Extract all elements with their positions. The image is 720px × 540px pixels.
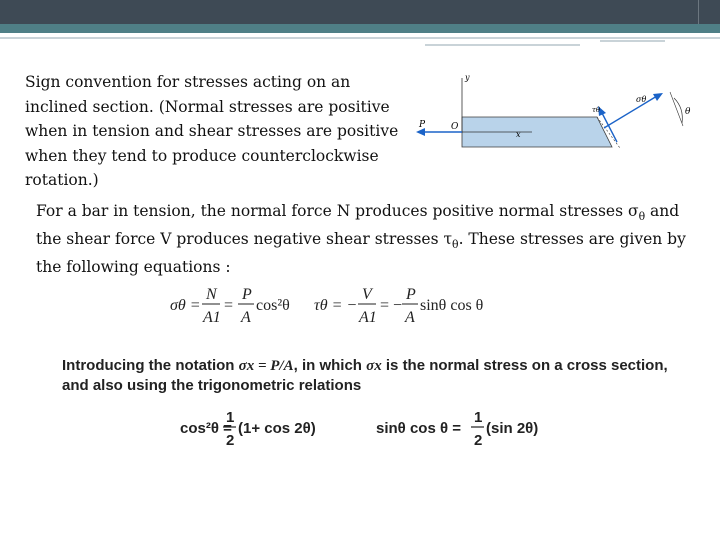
normal-stress-arrow: [604, 96, 657, 128]
notation-paragraph: Introducing the notation σx = P/A, in which σx is the normal stress on a cross section, and also using the trigonometric relations: [62, 357, 668, 394]
normal-stress-label: σθ: [636, 95, 647, 104]
half-denominator: 2: [474, 432, 483, 449]
shear-stress-label: τθ: [592, 106, 601, 114]
half-numerator: 1: [226, 409, 235, 426]
numerator-p: P: [406, 286, 416, 303]
short-rule: [600, 40, 665, 42]
numerator-n: N: [206, 286, 217, 303]
title-bar: [0, 0, 720, 24]
equals-sign: =: [224, 297, 234, 314]
cos-double-angle: (1+ cos 2θ): [238, 420, 316, 437]
sigma-lhs: σθ =: [170, 297, 201, 314]
inclined-section-diagram: [412, 68, 702, 158]
stress-equations: [168, 283, 498, 328]
body-paragraph: For a bar in tension, the normal force N produces positive normal stresses $\sigma_\theta$ and the shear force V produces negative shear stresses $\tau_\theta$. These stresses are given by the following equations :: [36, 202, 686, 277]
accent-bar: [0, 24, 720, 33]
tau-lhs: τθ = −: [314, 297, 358, 314]
short-rule: [425, 44, 580, 46]
denominator-a: A: [405, 309, 415, 326]
half-numerator: 1: [474, 409, 483, 426]
denominator-a1: A1: [359, 309, 377, 326]
cos-squared-lhs: cos²θ =: [180, 420, 232, 437]
numerator-v: V: [362, 286, 372, 303]
figure-caption: Sign convention for stresses acting on an inclined section. (Normal stresses are positive when in tension and shear stresses are positive when they tend to produce counterclockwise rotation.): [25, 73, 399, 189]
sin-cos-lhs: sinθ cos θ =: [376, 420, 461, 437]
origin-label: O: [451, 122, 459, 132]
trig-relations: [178, 407, 578, 452]
denominator-a1: A1: [203, 309, 221, 326]
numerator-p: P: [242, 286, 252, 303]
sin-double-angle: (sin 2θ): [486, 420, 539, 437]
minus-equals-sign: = −: [380, 297, 403, 314]
sin-cos-term: sinθ cos θ: [420, 297, 484, 314]
half-denominator: 2: [226, 432, 235, 449]
x-axis-label: x: [516, 130, 521, 139]
angle-label: θ: [685, 107, 691, 117]
y-axis-label: y: [465, 73, 470, 82]
denominator-a: A: [241, 309, 251, 326]
cos-squared-term: cos²θ: [256, 297, 290, 314]
title-bar-divider: [698, 0, 699, 24]
angle-arc: [674, 98, 682, 123]
load-label: P: [419, 120, 426, 130]
top-rule: [0, 37, 720, 39]
